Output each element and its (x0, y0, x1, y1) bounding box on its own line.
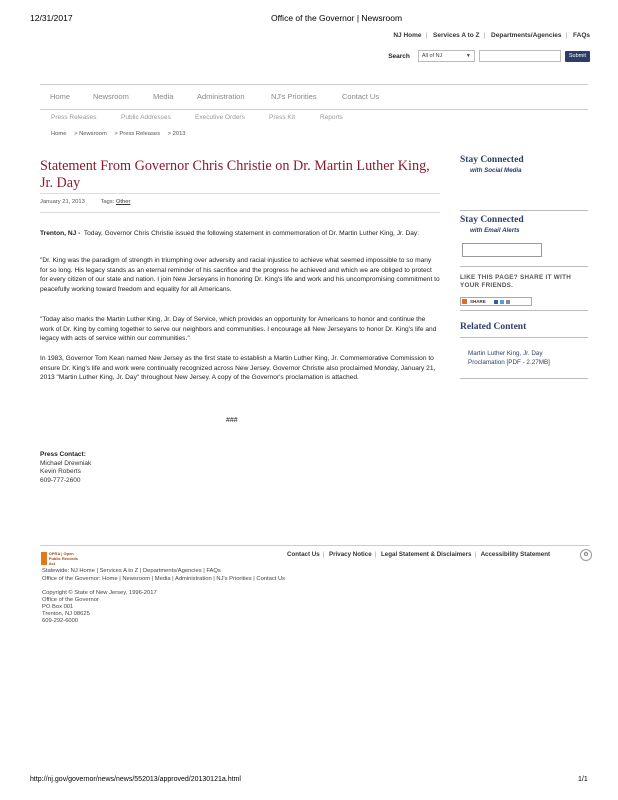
footer-links: Contact Us | Privacy Notice | Legal Statement & Disclaimers | Accessibility Statement (287, 551, 551, 558)
nav-contact[interactable]: Contact Us (342, 92, 380, 101)
footer-link-contact[interactable]: Contact Us (287, 551, 320, 558)
nav-priorities[interactable]: NJ's Priorities (271, 92, 317, 101)
email-icon (506, 300, 510, 304)
share-label: SHARE (470, 299, 486, 304)
opra-text: OPRA | Open Public Records Act (48, 550, 78, 566)
twitter-icon (500, 300, 504, 304)
divider (40, 212, 440, 213)
share-button[interactable] (460, 297, 532, 306)
breadcrumb-home[interactable]: Home (51, 131, 67, 137)
footer-divider (40, 545, 590, 546)
social-title: Stay Connected (460, 155, 524, 165)
press-contact-phone: 609-777-2600 (40, 476, 81, 484)
footer-address-line: Trenton, NJ 08625 (42, 611, 90, 617)
nav-newsroom[interactable]: Newsroom (93, 92, 129, 101)
top-link-nj-home[interactable]: NJ Home (393, 32, 422, 39)
nav-administration[interactable]: Administration (197, 92, 245, 101)
divider (40, 193, 440, 194)
dateline: Trenton, NJ - (40, 230, 81, 237)
tag-link[interactable]: Other (115, 199, 131, 205)
top-link-faqs[interactable]: FAQs (573, 32, 590, 39)
top-link-departments[interactable]: Departments/Agencies (491, 32, 562, 39)
main-nav (40, 84, 588, 110)
print-page-number: 1/1 (578, 776, 588, 783)
press-contact-name: Michael Drewniak (40, 459, 92, 467)
subnav-press-kit[interactable]: Press Kit (269, 114, 296, 121)
nav-media[interactable]: Media (153, 92, 174, 101)
lead-text: Today, Governor Chris Christie issued the following statement in commemoration of Dr. Martin Luther King, Jr. Day: (83, 230, 420, 237)
facebook-icon (494, 300, 498, 304)
article-paragraph-1: "Dr. King was the paradigm of strength in triumphing over adversity and racial injustice to achieve what seemed impossible to so many for so long. His legacy stands as an eternal reminder of his sacrifice and the progress he achieved and which we are obliged to protect for every citizen of our state and nation. I join New Jerseyans in honoring Dr. King's life and work and his uncompromising commitment to peacefully working toward freedom and equality for all Americans. (40, 257, 440, 293)
article-paragraph-2: "Today also marks the Martin Luther King, Jr. Day of Service, which provides an opportunity for Americans to honor and continue the work of Dr. King by coming together to serve our neighbors and communities. I encourage all New Jerseyans to honor Dr. King's life and legacy with acts of service within our communities." (40, 316, 437, 342)
print-url: http://nj.gov/governor/news/news/552013/approved/20130121a.html (30, 776, 241, 783)
social-subtitle: with Social Media (470, 167, 522, 174)
search-submit-button[interactable]: Submit (565, 51, 590, 62)
breadcrumb-press-releases[interactable]: > Press Releases (114, 131, 161, 137)
breadcrumb-newsroom[interactable]: > Newsroom (74, 131, 107, 137)
divider (460, 310, 588, 311)
related-link[interactable]: Martin Luther King, Jr. Day Proclamation [PDF - 2.27MB] (468, 350, 550, 366)
footer-link-privacy[interactable]: Privacy Notice (329, 551, 372, 558)
footer-address-line: Office of the Governor (42, 597, 99, 603)
opra-logo[interactable] (41, 550, 79, 566)
search-input[interactable] (479, 50, 561, 62)
footer-office[interactable]: Office of the Governor: Home | Newsroom | Media | Administration | NJ's Priorities | Contact Us (42, 576, 286, 582)
top-links: NJ Home | Services A to Z | Departments/Agencies | FAQs (393, 32, 590, 39)
press-contact-name: Kevin Roberts (40, 468, 81, 475)
subnav-press-releases[interactable]: Press Releases (51, 114, 97, 121)
opra-icon (41, 552, 47, 565)
breadcrumb (51, 131, 186, 137)
article-paragraph-3: In 1983, Governor Tom Kean named New Jersey as the first state to establish a Martin Luther King, Jr. Commemorative Commission to ensure Dr. King's life and work were continually recognized across New Jersey. Governor Christie also proclaimed Monday, January 21, 2013 "Martin Luther King, Jr. Day" throughout New Jersey. A copy of the Governor's proclamation is attached. (40, 355, 436, 381)
article-lead (40, 229, 440, 239)
top-link-services[interactable]: Services A to Z (433, 32, 480, 39)
divider (460, 266, 588, 267)
email-input[interactable] (462, 243, 542, 257)
chevron-down-icon: ▼ (465, 53, 471, 59)
article-meta (40, 199, 130, 205)
subnav-public-addresses[interactable]: Public Addresses (121, 114, 171, 121)
press-contact (40, 451, 91, 485)
search-bar (388, 50, 590, 62)
article-date: January 21, 2013 (40, 199, 85, 205)
print-date: 12/31/2017 (30, 13, 73, 23)
nj-seal-icon: ⚙ (580, 549, 592, 561)
footer-copyright: Copyright © State of New Jersey, 1996-2017 (42, 590, 157, 596)
tags-label: Tags: (100, 199, 115, 205)
footer-statewide[interactable]: Statewide: NJ Home | Services A to Z | Departments/Agencies | FAQs (42, 568, 221, 574)
share-icon (462, 299, 467, 304)
email-subtitle: with Email Alerts (470, 227, 520, 234)
search-scope-select[interactable]: All of NJ ▼ (418, 50, 475, 62)
divider (460, 378, 588, 379)
related-title: Related Content (460, 322, 527, 332)
breadcrumb-year[interactable]: > 2013 (167, 131, 186, 137)
print-page-title: Office of the Governor | Newsroom (271, 13, 403, 23)
footer-link-accessibility[interactable]: Accessibility Statement (480, 551, 551, 558)
footer-address-line: PO Box 001 (42, 604, 74, 610)
divider (460, 210, 588, 211)
email-title: Stay Connected (460, 215, 524, 225)
footer-link-legal[interactable]: Legal Statement & Disclaimers (381, 551, 472, 558)
subnav-reports[interactable]: Reports (320, 114, 343, 121)
nav-home[interactable]: Home (50, 92, 71, 101)
end-mark: ### (226, 417, 238, 424)
press-contact-title: Press Contact: (40, 451, 86, 458)
subnav-executive-orders[interactable]: Executive Orders (195, 114, 245, 121)
footer-phone: 609-292-6000 (42, 618, 79, 624)
page-title: Statement From Governor Chris Christie on Dr. Martin Luther King, Jr. Day (40, 158, 430, 191)
divider (460, 337, 588, 338)
share-prompt: LIKE THIS PAGE? SHARE IT WITH YOUR FRIENDS. (460, 274, 572, 289)
search-label: Search (388, 52, 410, 60)
sub-nav (40, 112, 588, 126)
